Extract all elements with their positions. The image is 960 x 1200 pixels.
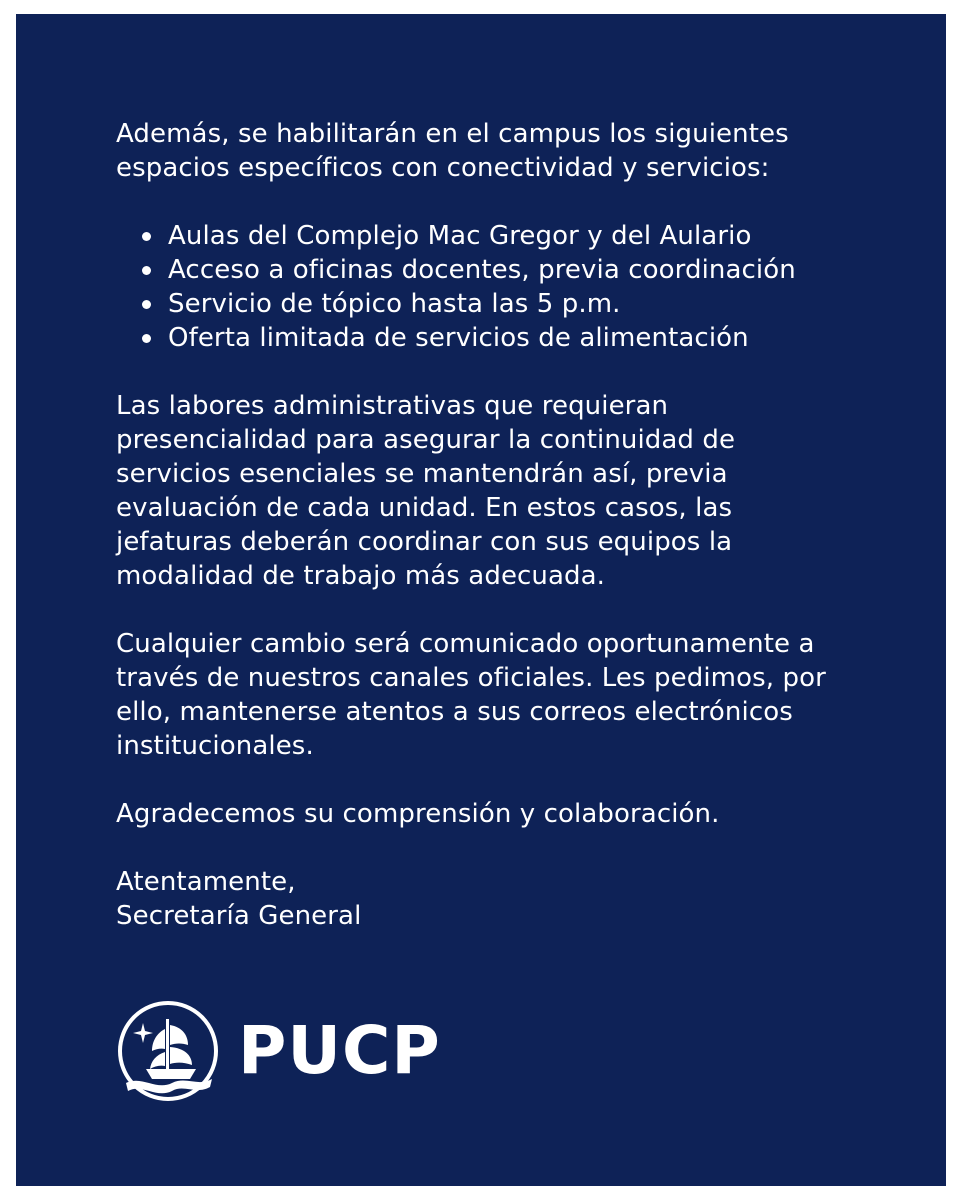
services-list (116, 219, 856, 355)
bullet-icon (142, 300, 151, 309)
changes-paragraph: Cualquier cambio será comunicado oportunamente a través de nuestros canales oficiales. Les pedimos, por ello, mantenerse atentos a sus correos electrónicos institucionales. (116, 629, 826, 761)
list-item: Oferta limitada de servicios de alimentación (116, 321, 856, 355)
logo-wordmark: PUCP (238, 1012, 441, 1089)
signoff-line: Atentamente, (116, 867, 296, 897)
intro-paragraph: Además, se habilitarán en el campus los siguientes espacios específicos con conectividad y servicios: (116, 119, 789, 183)
list-item: Servicio de tópico hasta las 5 p.m. (116, 287, 856, 321)
pucp-logo (116, 999, 441, 1103)
bullet-icon (142, 266, 151, 275)
announcement-body (116, 117, 856, 933)
admin-paragraph: Las labores administrativas que requieran presencialidad para asegurar la continuidad de servicios esenciales se mantendrán así, previa evaluación de cada unidad. En estos casos, las jefaturas deberán coordinar con sus equipos la modalidad de trabajo más adecuada. (116, 391, 736, 591)
ship-emblem-icon (116, 999, 220, 1103)
bullet-icon (142, 334, 151, 343)
list-item: Acceso a oficinas docentes, previa coordinación (116, 253, 856, 287)
signature-line: Secretaría General (116, 901, 362, 931)
list-item: Aulas del Complejo Mac Gregor y del Aulario (116, 219, 856, 253)
bullet-icon (142, 232, 151, 241)
thanks-line: Agradecemos su comprensión y colaboración. (116, 799, 720, 829)
announcement-panel (16, 14, 946, 1186)
